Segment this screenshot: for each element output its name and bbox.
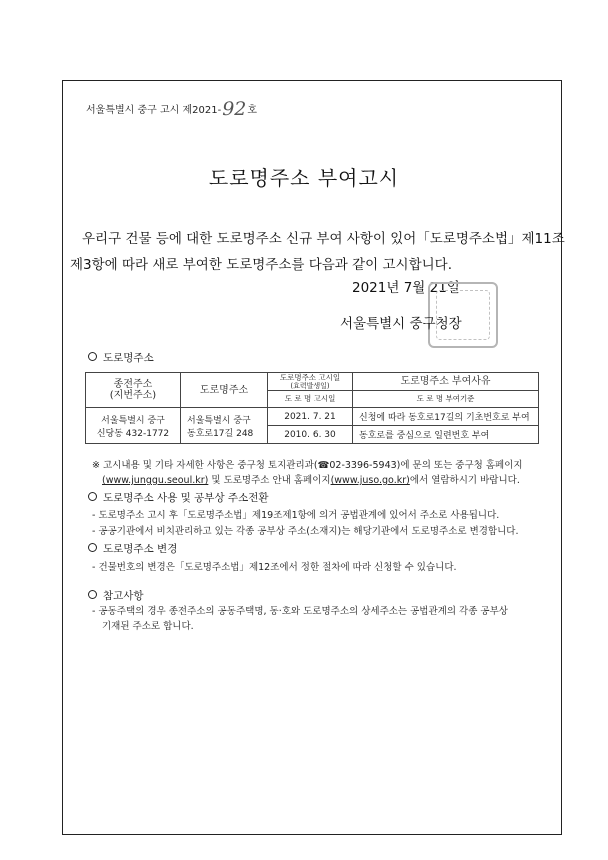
notice-body <box>70 226 565 278</box>
cell-road-address: 서울특별시 중구 동호로17길 248 <box>181 408 268 444</box>
header-reason: 도로명주소 부여사유 <box>353 373 539 391</box>
road-address-table <box>85 372 539 444</box>
remark-note: ※ 고시내용 및 기타 자세한 사항은 중구청 토지관리과(☎02-3396-5943)에 문의 또는 중구청 홈페이지 (www.junggu.seoul.kr) 및 도로명주소 안내 홈페이지(www.juso.go.kr)에서 열람하시기 바랍니다. <box>92 460 523 486</box>
section-heading-usage: 도로명주소 사용 및 공부상 주소전환 <box>88 490 269 505</box>
cell-criteria: 동호로를 중심으로 일련번호 부여 <box>353 426 539 444</box>
issuer-name: 서울특별시 중구청장 <box>340 316 462 332</box>
link-junggu-homepage[interactable]: (www.junggu.seoul.kr) <box>102 475 209 486</box>
header-road-address: 도로명주소 <box>181 373 268 408</box>
notice-number-line <box>86 96 257 118</box>
section-heading-reference: 참고사항 <box>88 588 144 603</box>
document-title: 도로명주소 부여고시 <box>208 166 400 190</box>
body-line-2: 제3항에 따라 새로 부여한 도로명주소를 다음과 같이 고시합니다. <box>70 257 452 273</box>
usage-item-2: - 공공기관에서 비치관리하고 있는 각종 공부상 주소(소재지)는 해당기관에서 도로명주소로 변경합니다. <box>92 526 519 537</box>
notice-prefix: 서울특별시 중구 고시 제2021- <box>86 105 222 116</box>
reference-item-1: - 공동주택의 경우 종전주소의 공동주택명, 동·호와 도로명주소의 상세주소는 공법관계의 각종 공부상 기재된 주소로 합니다. <box>92 606 508 632</box>
cell-reason: 신청에 따라 동호로17길의 기초번호로 부여 <box>353 408 539 426</box>
usage-item-1: - 도로명주소 고시 후「도로명주소법」제19조제1항에 의거 공법관계에 있어서 주소로 사용됩니다. <box>92 510 500 521</box>
circle-bullet-icon <box>88 543 97 552</box>
circle-bullet-icon <box>88 352 97 361</box>
header-former-address: 종전주소 (지번주소) <box>86 373 181 408</box>
notice-date: 2021년 7월 21일 <box>352 280 460 296</box>
subheader-criteria: 도 로 명 부여기준 <box>353 391 539 408</box>
cell-former-address: 서울특별시 중구 신당동 432-1772 <box>86 408 181 444</box>
header-notice-date: 도로명주소 고시일 (효력발생일) <box>268 373 353 391</box>
link-juso-homepage[interactable]: (www.juso.go.kr) <box>330 475 410 486</box>
notice-suffix: 호 <box>247 105 258 116</box>
subheader-road-notice-date: 도 로 명 고시일 <box>268 391 353 408</box>
circle-bullet-icon <box>88 590 97 599</box>
change-item-1: - 건물번호의 변경은「도로명주소법」제12조에서 정한 절차에 따라 신청할 수 있습니다. <box>92 562 457 573</box>
section-heading-road-address: 도로명주소 <box>88 350 154 365</box>
circle-bullet-icon <box>88 492 97 501</box>
table-row <box>86 408 539 426</box>
body-line-1: 우리구 건물 등에 대한 도로명주소 신규 부여 사항이 있어「도로명주소법」제11조 <box>82 231 565 247</box>
cell-notice-date: 2021. 7. 21 <box>268 408 353 426</box>
cell-road-notice-date: 2010. 6. 30 <box>268 426 353 444</box>
section-heading-change: 도로명주소 변경 <box>88 541 177 556</box>
handwritten-notice-number: 92 <box>222 98 247 120</box>
